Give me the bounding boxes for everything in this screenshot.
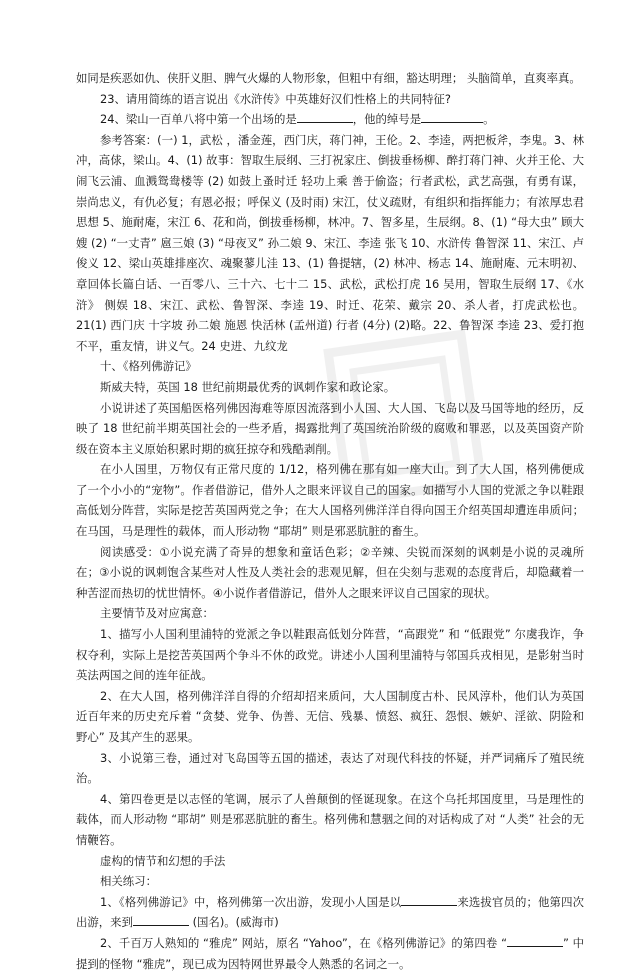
plot-item-2: 2、在大人国，格列佛洋洋自得的介绍却招来质问，大人国制度古朴、民风淳朴，他们认为英国近百年来的历史充斥着 “贪婪、党争、伪善、无信、残暴、愤怒、疯狂、怨恨、嫉妒、淫欲、阴险和野心” 及其产生的恶果。 xyxy=(76,688,584,744)
answer-blank[interactable] xyxy=(133,912,189,926)
document-page xyxy=(76,68,584,974)
plot-item-4: 4、第四卷更是以志怪的笔调，展示了人兽颠倒的怪诞现象。在这个乌托邦国度里，马是理性的载体，而人形动物 “耶胡” 则是邪恶肮脏的畜生。格列佛和慧骃之间的对话构成了对 “人类” 社会的无情鞭笞。 xyxy=(76,791,584,847)
answer-blank[interactable] xyxy=(507,933,563,947)
exercise-2: 2、千百万人熟知的 “雅虎” 网站，原名 “Yahoo”，在《格列佛游记》的第四卷 “ ” 中提到的怪物 “雅虎”，现已成为因特网世界最令人熟悉的名词之一。 xyxy=(76,933,584,974)
plot-item-1: 1、描写小人国利里浦特的党派之争以鞋跟高低划分阵营，“高跟党” 和 “低跟党” 尔虞我诈，争权夺利，实际上是挖苦英国两个争斗不休的政党。讲述小人国利里浦特与邻国兵戎相见，是影射当时英法两国之间的连年征战。 xyxy=(76,627,584,683)
technique-line: 虚构的情节和幻想的手法 xyxy=(100,853,226,868)
intro-paragraph: 如同是疾恶如仇、侠肝义胆、脾气火爆的人物形象，但粗中有细，豁达明理； 头脑简单，直爽率真。 xyxy=(76,71,581,85)
question-24: 24、梁山一百单八将中第一个出场的是 ，他的绰号是 。 xyxy=(76,109,584,130)
exercise-1: 1、《格列佛游记》中，格列佛第一次出游，发现小人国是以 来选拔官员的；他第四次出游，来到 (国名)。(威海市) xyxy=(76,892,584,933)
reading-feelings: 阅读感受：①小说充满了奇异的想象和童话色彩；②辛辣、尖锐而深刻的讽刺是小说的灵魂所在；③小说的讽刺饱含某些对人性及人类社会的悲观见解，但在尖刻与悲观的态度背后，却隐藏着一种苦涩而热切的忧世情怀。④小说作者借游记，借外人之眼来评议自己国家的现状。 xyxy=(76,544,584,600)
story-paragraph: 在小人国里，万物仅有正常尺度的 1/12，格列佛在那有如一座大山。到了大人国，格列佛便成了一个小小的“宠物”。作者借游记，借外人之眼来评议自己的国家。如描写小人国的党派之争以鞋跟高低划分阵营，实际是挖苦英国两党之争；在大人国格列佛洋洋自得向国王介绍英国却遭连串质问；在马国，马是理性的载体，而人形动物 “耶胡” 则是邪恶肮脏的畜生。 xyxy=(76,462,584,539)
answer-blank[interactable] xyxy=(297,109,353,123)
reference-answers: 参考答案：(一) 1，武松 ，潘金莲，西门庆，蒋门神，王伦。2、李逵，两把板斧，李鬼。3、林冲，高俅，梁山。4、(1) 故事：智取生辰纲、三打祝家庄、倒拔垂杨柳、醉打蒋门神、火并王伦、大闹飞云浦、血溅鸳鸯楼等 (2) 如鼓上蚤时迁 轻功上乘 善于偷盗；行者武松，武艺高强，有勇有谋，崇尚忠义，有仇必复；有恩必报；呼保义 (及时雨) 宋江，仗义疏财，有组织和指挥能力；有浓厚忠君思想 5、施耐庵，宋江 6、花和尚，倒拔垂杨柳，林冲。7、智多星，生辰纲。8、(1) “母大虫” 顾大嫂 (2) “一丈青” 扈三娘 (3) “母夜叉” 孙二娘 9、宋江、李逵 张飞 10、水浒传 鲁智深 11、宋江、卢俊义 12、梁山英雄排座次、魂聚蓼儿洼 13、(1) 鲁提辖，(2) 林冲、杨志 14、施耐庵、元末明初、章回体长篇白话、一百零八、三十六、七十二 15、武松，武松打虎 16 吴用，智取生辰纲 17、《水浒》 侧娱 18、宋江、武松、鲁智深、李逵 19、时迁、花荣、戴宗 20、杀人者，打虎武松也。21(1) 西门庆 十字坡 孙二娘 施恩 快活林 (孟州道) 行者 (4分) (2)略。22、鲁智深 李逵 23、爱打抱不平，重友情，讲义气。24 史进、九纹龙 xyxy=(76,132,584,353)
exercise-heading: 相关练习： xyxy=(100,874,157,889)
plot-heading: 主要情节及对应寓意： xyxy=(100,606,214,621)
question-23: 23、请用简练的语言说出《水浒传》中英雄好汉们性格上的共同特征? xyxy=(100,91,451,106)
author-intro: 斯威夫特，英国 18 世纪前期最优秀的讽刺作家和政论家。 xyxy=(100,379,396,394)
plot-item-3: 3、小说第三卷，通过对飞岛国等五国的描述，表达了对现代科技的怀疑，并严词痛斥了殖民统治。 xyxy=(76,750,584,786)
answer-blank[interactable] xyxy=(421,109,483,123)
summary-paragraph: 小说讲述了英国船医格列佛因海难等原因流落到小人国、大人国、飞岛以及马国等地的经历，反映了 18 世纪前半期英国社会的一些矛盾，揭露批判了英国统治阶级的腐败和罪恶，以及英国资产阶级在资本主义原始积累时期的疯狂掠夺和残酷剥削。 xyxy=(76,400,584,456)
section-title: 十、《格列佛游记》 xyxy=(100,359,197,374)
